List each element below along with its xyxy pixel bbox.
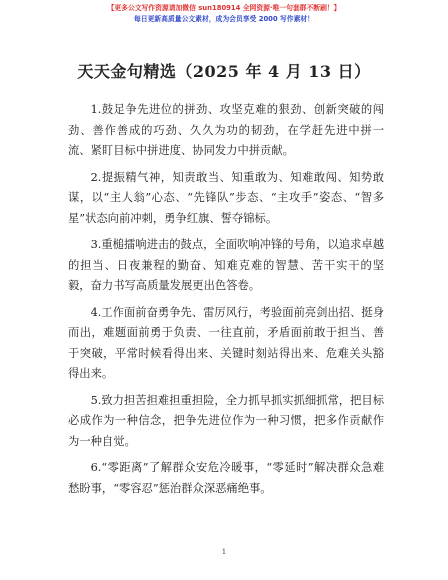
document-title: 天天金句精选（2025 年 4 月 13 日） xyxy=(77,62,371,81)
paragraph-6: 6.“零距离”了解群众安危冷暖事，“零延时”解决群众急难愁盼事，“零容忍”惩治群众深恶痛绝事。 xyxy=(68,461,384,495)
document-body xyxy=(68,100,384,505)
promo-banner-line-1: 【更多公文写作资源请加微信 sun180914 全网资源·唯一句套群不断刷！】 xyxy=(107,4,341,12)
paragraph-4: 4.工作面前奋勇争先、雷厉风行，考验面前亮剑出招、挺身而出，难题面前勇于负责、一往直前，矛盾面前敢于担当、善于突破，平常时候看得出来、关键时刻站得出来、危难关头豁得出来。 xyxy=(68,305,384,380)
paragraph-5: 5.致力担苦担难担重担险，全力抓早抓实抓细抓常，把目标必成作为一种信念，把争先进位作为一种习惯，把多作贡献作为一种自觉。 xyxy=(68,393,384,448)
promo-banner-line-2: 每日更新高质量公文素材，成为会员享受 2000 写作素材！ xyxy=(134,15,314,23)
paragraph-1: 1.鼓足争先进位的拼劲、攻坚克难的狠劲、创新突破的闯劲、善作善成的巧劲、久久为功的韧劲，在学赶先进中拼一流、紧盯目标中拼进度、协同发力中拼贡献。 xyxy=(68,103,384,157)
paragraph-3: 3.重槌擂响进击的鼓点，全面吹响冲锋的号角，以追求卓越的担当、日夜兼程的勤奋、知难克难的智慧、苦干实干的坚毅，奋力书写高质量发展更出色答卷。 xyxy=(68,238,384,292)
page-number: 1 xyxy=(221,548,227,556)
paragraph-2: 2.提振精气神，知责敢当、知重敢为、知难敢闯、知势敢谋，以“主人翁”心态、“先锋队”步态、“主攻手”姿态、“智多星”状态向前冲刺，勇争红旗、誓夺锦标。 xyxy=(68,170,384,225)
